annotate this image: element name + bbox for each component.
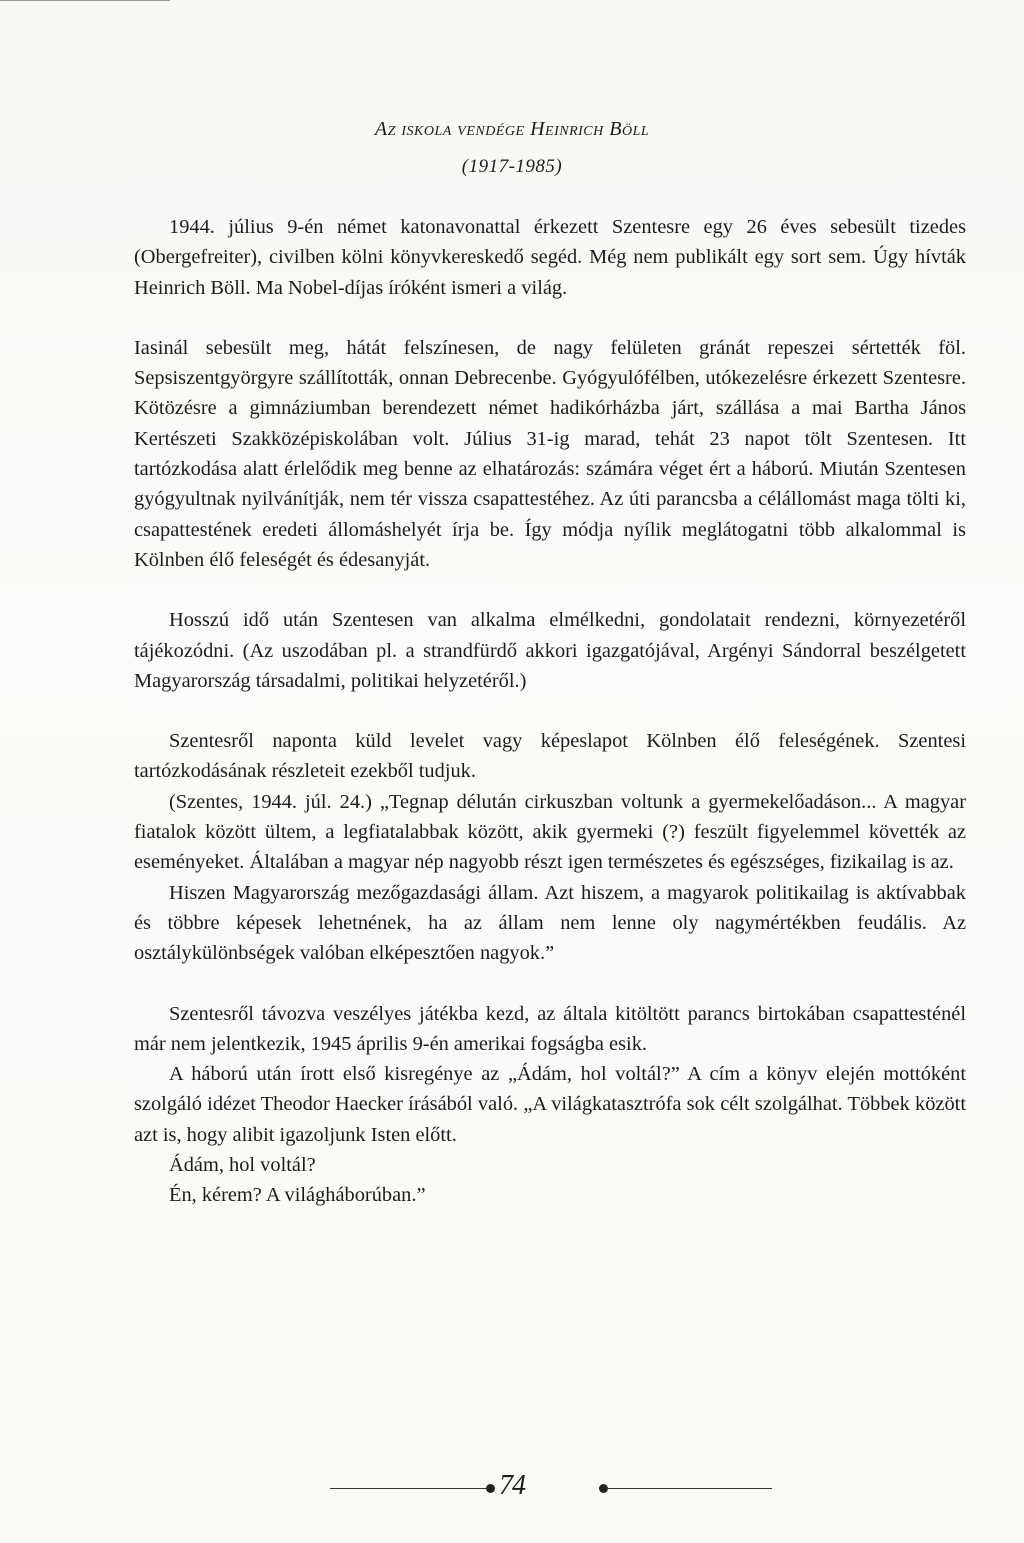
paragraph-5: (Szentes, 1944. júl. 24.) „Tegnap délután cirkuszban voltunk a gyermekelőadáson... A magyar fiatalok között ültem, a legfiatalabbak között, akik gyermeki (?) feszült figyelemmel követték az eseményeket. Általában a magyar nép nagyobb részt igen természetes és egészséges, fizikailag is az. [134,790,966,874]
paragraph-2: Iasinál sebesült meg, hátát felszínesen, de nagy felületen gránát repeszei sértették föl. Sepsiszentgyörgyre szállították, onnan Debrecenbe. Gyógyulófélben, utókezelésre érkezett Szentesre. Kötözésre a gimnáziumban berendezett német hadikórházba járt, szállása a mai Bartha János Kertészeti Szakközépiskolában volt. Július 31-ig marad, tehát 23 napot tölt Szentesen. Itt tartózkodása alatt érlelődik meg benne az elhatározás: számára véget ért a háború. Miután Szentesen gyógyultnak nyilvánítják, nem tér vissza csapattestéhez. Az úti parancsba a célállomást maga tölti ki, csapattestének eredeti állomáshelyét írja be. Így módja nyílik meglátogatni több alkalommal is Kölnben élő feleségét és édesanyját. [134,336,966,571]
paragraph-10: Én, kérem? A világháborúban.” [169,1184,426,1207]
paragraph-4: Szentesről naponta küld levelet vagy képeslapot Kölnben élő feleségének. Szentesi tartózkodásának részleteit ezekből tudjuk. [134,730,966,783]
page-footer [0,1462,1024,1512]
paragraph-3: Hosszú idő után Szentesen van alkalma elmélkedni, gondolatait rendezni, környezetéről tájékozódni. (Az uszodában pl. a strandfürdő akkori igazgatójával, Argényi Sándorral beszélgetett Magyarország társadalmi, politikai helyzetéről.) [134,609,966,692]
footer-rule-right [606,1488,772,1489]
body-text [134,212,966,1211]
paragraph-9: Ádám, hol voltál? [169,1154,316,1177]
scan-edge-rule [0,0,170,1]
chapter-title [0,118,1024,141]
paragraph-6: Hiszen Magyarország mezőgazdasági állam. Azt hiszem, a magyarok politikailag is aktívabbak és többre képesek lehetnének, ha az állam nem lenne oly nagymértékben feudális. Az osztálykülönbségek valóban elképesztően nagyok.” [134,881,966,965]
title-prefix: Az iskola vendége [374,118,531,140]
title-name: Heinrich Böll [530,118,650,140]
paragraph-7: Szentesről távozva veszélyes játékba kezd, az általa kitöltött parancs birtokában csapattesténél már nem jelentkezik, 1945 április 9-én amerikai fogságba esik. [134,1002,966,1055]
paragraph-1: 1944. július 9-én német katonavonattal érkezett Szentesre egy 26 éves sebesült tizedes (Obergefreiter), civilben kölni könyvkereskedő segéd. Még nem publikált egy sort sem. Úgy hívták Heinrich Böll. Ma Nobel-díjas íróként ismeri a világ. [134,216,966,299]
chapter-years: (1917-1985) [461,156,563,177]
page-number: 74 [499,1470,525,1501]
paragraph-8: A háború után írott első kisregénye az „Ádám, hol voltál?” A cím a könyv elején mottóként szolgáló idézet Theodor Haecker írásából való. „A világkatasztrófa sok célt szolgálhat. Többek között azt is, hogy alibit igazoljunk Isten előtt. [134,1063,966,1146]
